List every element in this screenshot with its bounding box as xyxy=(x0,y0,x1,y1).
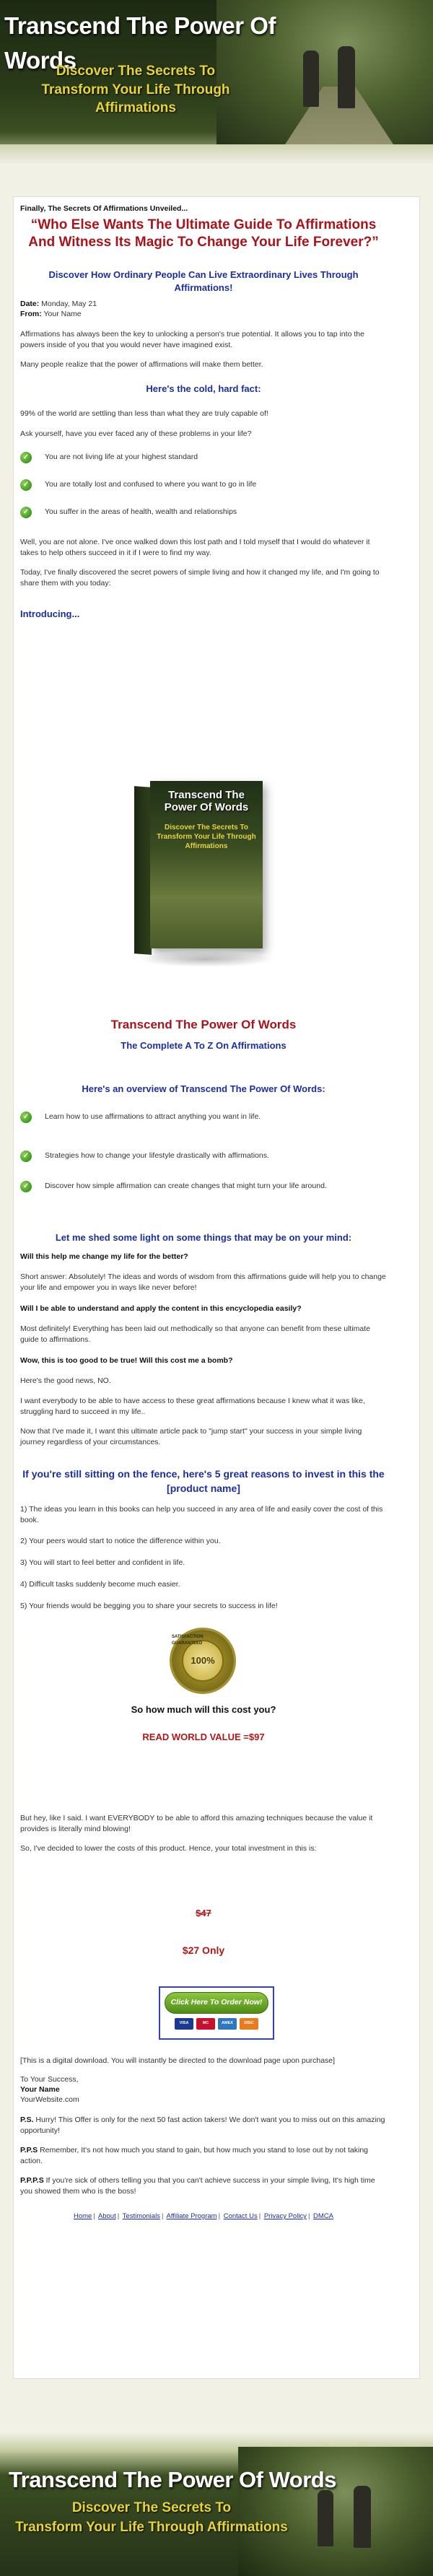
faq-question-3: Wow, this is too good to be true! Will this cost me a bomb? xyxy=(20,1356,233,1365)
signoff: To Your Success, xyxy=(20,2075,79,2084)
faq-question-1: Will this help me change my life for the better? xyxy=(20,1252,188,1261)
checkmark-icon: ✓ xyxy=(20,1112,32,1123)
pps-note: P.P.S Remember, It's not how much you stand to gain, but how much you stand to lose out by not taking action. xyxy=(20,2146,368,2166)
footer-links: Home | About | Testimonials | Affiliate Program | Contact Us | Privacy Policy | DMCA xyxy=(73,2212,334,2220)
signoff-name: Your Name xyxy=(20,2085,60,2094)
header-subtitle xyxy=(13,62,258,118)
checkmark-icon: ✓ xyxy=(20,1181,32,1192)
faq-answer-3: Here's the good news, NO. xyxy=(20,1376,111,1385)
overview-item: ✓ Discover how simple affirmation can create changes that might turn your life around. xyxy=(20,1179,387,1194)
footer-link-dmca[interactable]: DMCA xyxy=(313,2212,334,2220)
footer-link-home[interactable]: Home xyxy=(73,2212,92,2220)
header-subtitle-line1: Discover The Secrets To xyxy=(56,64,216,79)
checkmark-icon: ✓ xyxy=(20,1151,32,1162)
pricing-paragraph-2: So, I've decided to lower the costs of this product. Hence, your total investment in this is: xyxy=(20,1844,317,1853)
from-line: From: Your Name xyxy=(20,310,82,318)
checkmark-icon: ✓ xyxy=(20,479,32,491)
guarantee-seal-ring: SATISFACTION GUARANTEED xyxy=(172,1635,204,1646)
footer-banner xyxy=(0,2432,433,2576)
pricing-paragraph-1: But hey, like I said. I want EVERYBODY to be able to afford this amazing techniques because the value it provides is literally mind blowing! xyxy=(20,1814,373,1834)
footer-link-privacy[interactable]: Privacy Policy xyxy=(263,2212,307,2220)
overview-item: ✓ Strategies how to change your lifestyle drastically with affirmations. xyxy=(20,1149,387,1163)
guarantee-seal xyxy=(172,1630,234,1692)
download-note: [This is a digital download. You will instantly be directed to the download page upon purchase] xyxy=(20,2056,336,2065)
footer-link-testimonials[interactable]: Testimonials xyxy=(122,2212,160,2220)
discover-card-icon: DISC xyxy=(240,2018,258,2030)
hard-fact-paragraph-4: Today, I've finally discovered the secret powers of simple living and how it changed my life, and I'm going to share them with you today: xyxy=(20,568,380,588)
hard-fact-paragraph-3: Well, you are not alone. I've once walked down this lost path and I told myself that I would do whatever it takes to help others succeed in it if I were to find my way. xyxy=(20,538,370,558)
book-title: Transcend The Power Of Words xyxy=(164,789,249,813)
problem-item: ✓ You are not living life at your highest standard xyxy=(20,450,387,465)
overview-item: ✓ Learn how to use affirmations to attract anything you want in life. xyxy=(20,1110,387,1125)
footer-person-left xyxy=(318,2490,333,2546)
hard-fact-paragraph-2: Ask yourself, have you ever faced any of these problems in your life? xyxy=(20,429,252,438)
pricing-question: So how much will this cost you? xyxy=(131,1704,276,1715)
payment-cards xyxy=(165,2018,268,2030)
guarantee-seal-center: 100% xyxy=(182,1640,224,1682)
footer-link-affiliate[interactable]: Affiliate Program xyxy=(166,2212,217,2220)
footer-banner-title: Transcend The Power Of Words xyxy=(9,2467,336,2492)
header-subtitle-line2: Transform Your Life Through Affirmations xyxy=(41,82,230,116)
checkmark-icon: ✓ xyxy=(20,452,32,463)
introducing-label: Introducing... xyxy=(20,608,80,619)
footer-link-about[interactable]: About xyxy=(97,2212,116,2220)
header-banner xyxy=(0,0,433,165)
book-cover xyxy=(150,781,263,948)
product-book-image xyxy=(130,781,267,970)
date-line: Date: Monday, May 21 xyxy=(20,300,97,308)
book-shadow xyxy=(137,951,274,967)
problem-item: ✓ You are totally lost and confused to where you want to go in life xyxy=(20,478,387,492)
footer-banner-subtitle-line2: Transform Your Life Through Affirmations xyxy=(15,2519,288,2535)
order-now-button[interactable]: Click Here To Order Now! xyxy=(165,1992,268,2014)
footer-banner-subtitle-line1: Discover The Secrets To xyxy=(71,2500,232,2515)
reasons-heading: If you're still sitting on the fence, here's 5 great reasons to invest in this the [product name] xyxy=(22,1468,385,1495)
checkmark-icon: ✓ xyxy=(20,507,32,518)
faq-answer-2: Most definitely! Everything has been laid out methodically so that anyone can benefit from these ultimate guide to affirmations. xyxy=(20,1324,371,1345)
old-price: $47 xyxy=(196,1908,211,1918)
reason-item: 3) You will start to feel better and confident in life. xyxy=(20,1558,185,1567)
sub-headline: Discover How Ordinary People Can Live Extraordinary Lives Through Affirmations! xyxy=(48,269,359,293)
problem-item: ✓ You suffer in the areas of health, wealth and relationships xyxy=(20,505,387,520)
hard-fact-heading: Here's the cold, hard fact: xyxy=(146,383,261,394)
intro-paragraph-1: Affirmations has always been the key to unlocking a person's true potential. It allows you to tap into the powers inside of you that you would never have imagined exist. xyxy=(20,330,364,350)
mastercard-icon: MC xyxy=(196,2018,215,2030)
reason-item: 1) The ideas you learn in this books can help you succeed in any area of life and easily cover the cost of this book. xyxy=(20,1505,383,1525)
product-tagline: The Complete A To Z On Affirmations xyxy=(121,1040,287,1051)
reason-item: 4) Difficult tasks suddenly become much easier. xyxy=(20,1580,180,1589)
header-person-right xyxy=(338,46,355,108)
header-title: Transcend The Power Of Words xyxy=(4,12,276,74)
footer-person-right xyxy=(354,2486,371,2548)
reason-item: 5) Your friends would be begging you to share your secrets to success in life! xyxy=(20,1602,278,1610)
book-subtitle: Discover The Secrets To Transform Your Life Through Affirmations xyxy=(157,824,256,850)
hard-fact-paragraph-1: 99% of the world are settling than less than what they are truly capable of! xyxy=(20,409,268,418)
ppps-note: P.P.P.S If you're sick of others telling you that you can't achieve success in your simple living, It's high time you showed them who is the boss! xyxy=(20,2176,375,2196)
faq-answer-3c: Now that I've made it, I want this ultimate article pack to "jump start" your success in your simple living journey regardless of your circumstances. xyxy=(20,1427,362,1447)
main-headline: “Who Else Wants The Ultimate Guide To Affirmations And Witness Its Magic To Change Your Life Forever?” xyxy=(28,217,379,250)
footer-banner-subtitle xyxy=(14,2499,289,2537)
real-world-value: READ WORLD VALUE =$97 xyxy=(142,1732,265,1742)
amex-card-icon: AMEX xyxy=(218,2018,237,2030)
overview-heading: Here's an overview of Transcend The Power Of Words: xyxy=(82,1083,325,1094)
faq-answer-1: Short answer: Absolutely! The ideas and words of wisdom from this affirmations guide will help you to change your life and empower you in ways like never before! xyxy=(20,1272,386,1293)
book-spine xyxy=(134,786,152,955)
product-name: Transcend The Power Of Words xyxy=(110,1018,297,1031)
faq-question-2: Will I be able to understand and apply the content in this encyclopedia easily? xyxy=(20,1304,302,1313)
new-price: $27 Only xyxy=(182,1944,225,1956)
faq-answer-3b: I want everybody to be able to have access to these great affirmations because I knew what it was like, struggling hard to succeed in my life.. xyxy=(20,1397,365,1417)
signoff-website: YourWebsite.com xyxy=(20,2095,79,2104)
header-fade xyxy=(0,144,433,165)
ps-note: P.S. Hurry! This Offer is only for the next 50 fast action takers! We don't want you to miss out on this amazing opportunity! xyxy=(20,2116,385,2136)
intro-paragraph-2: Many people realize that the power of affirmations will make them better. xyxy=(20,360,263,369)
faq-heading: Let me shed some light on some things that may be on your mind: xyxy=(55,1232,352,1243)
order-box xyxy=(159,1986,274,2040)
reason-item: 2) Your peers would start to notice the difference within you. xyxy=(20,1537,221,1545)
intro-kicker: Finally, The Secrets Of Affirmations Unveiled... xyxy=(20,204,188,213)
visa-card-icon: VISA xyxy=(175,2018,193,2030)
footer-link-contact[interactable]: Contact Us xyxy=(223,2212,258,2220)
